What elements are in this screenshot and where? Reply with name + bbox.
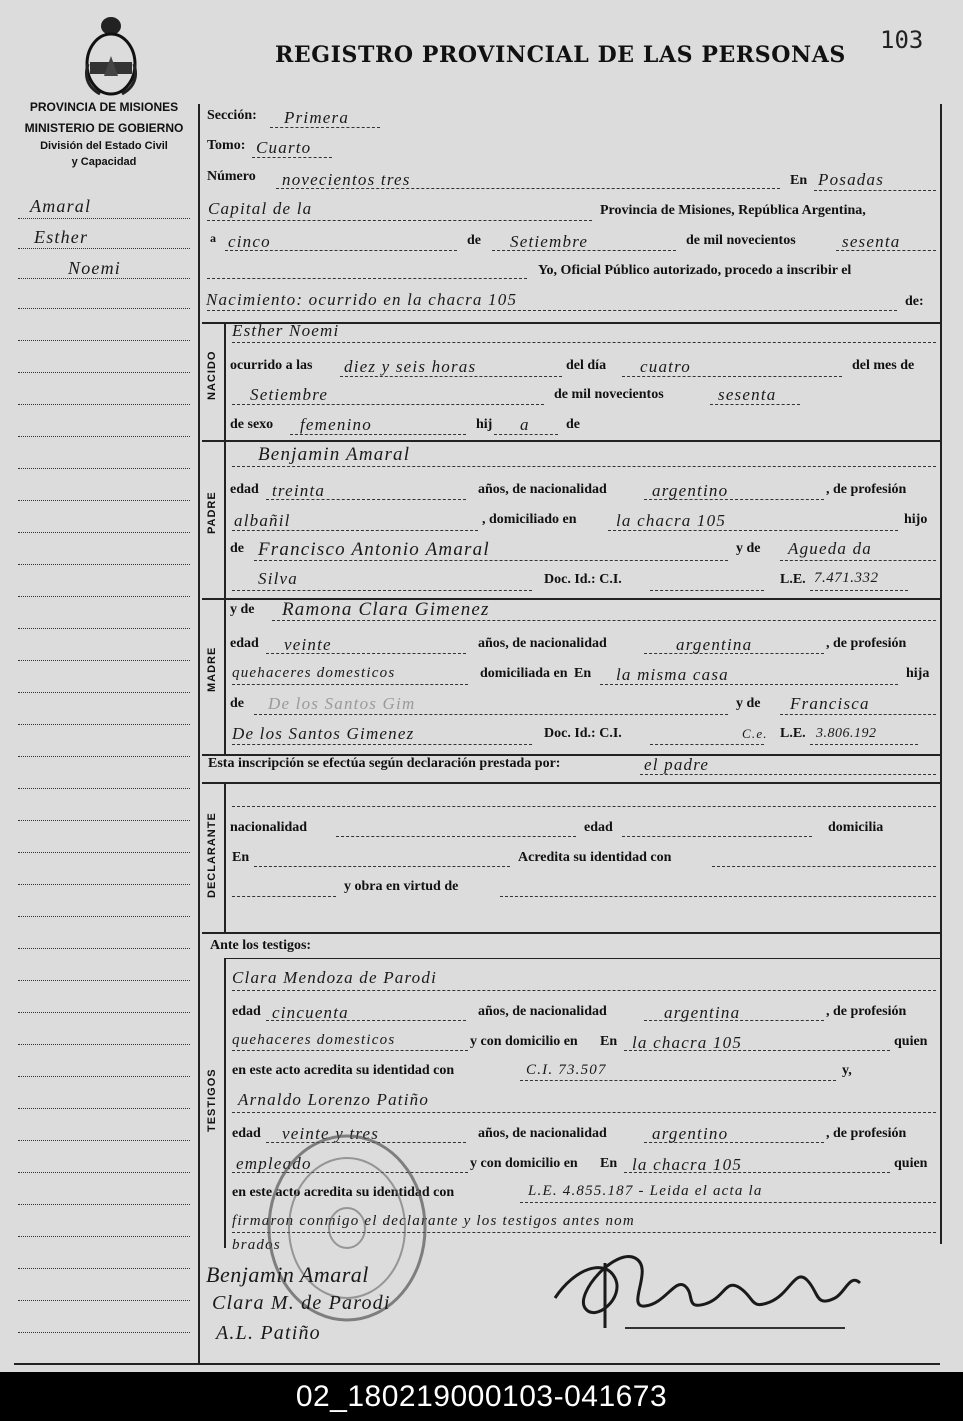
seccion-value: Primera (284, 108, 350, 127)
de-mil-label: de mil novecientos (686, 233, 796, 248)
madre-doc-label: Doc. Id.: C.I. (544, 726, 622, 741)
w1-profesion-label: , de profesión (826, 1004, 907, 1019)
acto-value: Nacimiento: ocurrido en la chacra 105 (206, 290, 518, 309)
hij-label: hij (476, 417, 493, 432)
frame-bottom (14, 1363, 940, 1365)
witness1-age: cincuenta (272, 1003, 349, 1022)
mother-profession: quehaceres domesticos (232, 665, 396, 681)
tomo-value: Cuarto (256, 138, 312, 157)
w1-domicilio-label: y con domicilio en (470, 1034, 578, 1049)
birth-hour: diez y seis horas (344, 357, 477, 376)
witness2-age: veinte y tres (282, 1124, 380, 1143)
declarante-edad-label: edad (584, 820, 613, 835)
year-value: sesenta (842, 232, 901, 251)
witness2-name: Arnaldo Lorenzo Patiño (238, 1090, 430, 1109)
declarante-nacionalidad-label: nacionalidad (230, 820, 308, 835)
testigos-side-rule (224, 958, 226, 1248)
padre-y-de-label: y de (736, 541, 761, 556)
margin-surname: Amaral (30, 196, 92, 216)
madre-en-label: En (574, 666, 592, 681)
padre-doc-label: Doc. Id.: C.I. (544, 572, 622, 587)
witness2-address: la chacra 105 (632, 1155, 743, 1174)
father-profession: albañil (234, 511, 291, 530)
org-division: División del Estado Civil (40, 140, 168, 152)
signature-witness1: Clara M. de Parodi (212, 1292, 391, 1314)
de-label: de (467, 233, 481, 248)
a-label: a (210, 231, 216, 245)
w1-acredita-label: en este acto acredita su identidad con (232, 1063, 455, 1078)
father-address: la chacra 105 (616, 511, 727, 530)
signature-witness2: A.L. Patiño (216, 1322, 321, 1344)
city-value: Posadas (818, 170, 885, 189)
madre-profesion-label: , de profesión (826, 636, 907, 651)
birth-month: Setiembre (250, 385, 329, 404)
witness1-address: la chacra 105 (632, 1033, 743, 1052)
hija-label: hija (906, 666, 930, 681)
maternal-grandmother-1: Francisca (790, 694, 870, 713)
w2-quien-label: quien (894, 1156, 928, 1171)
day-value: cinco (228, 232, 271, 251)
del-dia-label: del día (566, 358, 607, 373)
maternal-grandfather-struck: De los Santos Gim (268, 694, 416, 713)
nacido-side-rule (224, 322, 226, 440)
nacido-name: Esther Noemi (232, 321, 340, 340)
maternal-ce-mark: C.e. (742, 726, 768, 741)
father-age: treinta (272, 481, 326, 500)
paternal-grandfather: Francisco Antonio Amaral (258, 539, 490, 560)
numero-label: Número (207, 169, 256, 184)
madre-section-label: MADRE (206, 646, 218, 692)
padre-section-label: PADRE (206, 491, 218, 535)
numero-value: novecientos tres (282, 170, 411, 189)
declarante-side-rule (224, 782, 226, 932)
sexo-label: de sexo (230, 417, 274, 432)
witness2-le: L.E. 4.855.187 - Leida el acta la (528, 1183, 763, 1199)
testigos-divider (202, 932, 940, 934)
paternal-grandmother-1: Agueda da (788, 539, 872, 558)
madre-de-label: de (230, 696, 244, 711)
closing-line-1: firmaron conmigo el declarante y los testigos antes nom (232, 1213, 635, 1229)
paternal-grandmother-2: Silva (258, 569, 298, 588)
witness1-nationality: argentina (664, 1003, 741, 1022)
coat-of-arms-icon (80, 14, 142, 98)
de-mil-nov-label: de mil novecientos (554, 387, 664, 402)
padre-edad-label: edad (230, 482, 259, 497)
witness1-ci: C.I. 73.507 (526, 1062, 607, 1078)
org-capacity: y Capacidad (71, 156, 137, 168)
capital-value: Capital de la (208, 199, 313, 218)
yo-oficial-text: Yo, Oficial Público autorizado, procedo a inscribir el (538, 263, 852, 278)
padre-side-rule (224, 440, 226, 598)
mother-name: Ramona Clara Gimenez (282, 599, 490, 620)
father-name: Benjamin Amaral (258, 444, 411, 465)
margin-given-name-1: Esther (34, 227, 89, 247)
w1-anios-label: años, de nacionalidad (478, 1004, 607, 1019)
maternal-grandmother-2: De los Santos Gimenez (232, 724, 415, 743)
seccion-label: Sección: (207, 108, 257, 123)
de-colon-label: de: (905, 294, 924, 309)
witness2-profession: empleado (236, 1154, 312, 1173)
mother-address: la misma casa (616, 665, 729, 684)
declarante-acredita-label: Acredita su identidad con (518, 850, 672, 865)
madre-y-de-label: y de (230, 602, 255, 617)
org-ministry: MINISTERIO DE GOBIERNO (24, 121, 184, 135)
declarante-obra-label: y obra en virtud de (344, 879, 459, 894)
month-value: Setiembre (510, 232, 589, 251)
hij-suffix: a (520, 415, 530, 434)
w2-profesion-label: , de profesión (826, 1126, 907, 1141)
main-frame-right (940, 104, 942, 1244)
father-nationality: argentino (652, 481, 729, 500)
mother-age: veinte (284, 635, 332, 654)
w1-y-label: y, (842, 1063, 852, 1078)
witness2-nationality: argentino (652, 1124, 729, 1143)
provincia-label: Provincia de Misiones, República Argentina, (600, 203, 866, 218)
padre-domicilio-label: , domiciliado en (482, 512, 577, 527)
file-id: 02_180219000103-041673 (295, 1379, 668, 1413)
declarant-value: el padre (644, 755, 710, 774)
testigos-section-label: TESTIGOS (206, 1068, 218, 1132)
declarante-divider (202, 782, 940, 784)
madre-y-de-label-2: y de (736, 696, 761, 711)
nacido-section-label: NACIDO (206, 350, 218, 400)
witness1-profession: quehaceres domesticos (232, 1032, 396, 1048)
de-label-2: de (566, 417, 580, 432)
padre-divider (202, 440, 940, 442)
page-title: REGISTRO PROVINCIAL DE LAS PERSONAS (275, 42, 846, 68)
declarante-en-label: En (232, 850, 250, 865)
w2-edad-label: edad (232, 1126, 261, 1141)
w1-quien-label: quien (894, 1034, 928, 1049)
w1-edad-label: edad (232, 1004, 261, 1019)
madre-side-rule (224, 598, 226, 754)
w1-en-label: En (600, 1034, 618, 1049)
padre-le-label: L.E. (780, 572, 806, 587)
closing-line-2: brados (232, 1237, 281, 1253)
birth-year: sesenta (718, 385, 777, 404)
padre-anios-label: años, de nacionalidad (478, 482, 607, 497)
madre-domicilio-label: domiciliada en (480, 666, 568, 681)
madre-le-label: L.E. (780, 726, 806, 741)
page-number: 103 (880, 26, 924, 54)
madre-edad-label: edad (230, 636, 259, 651)
en-label: En (790, 173, 808, 188)
paternal-le-number: 7.471.332 (814, 570, 879, 586)
tomo-label: Tomo: (207, 138, 246, 153)
ante-testigos-label: Ante los testigos: (210, 938, 312, 953)
declarante-domicilia-label: domicilia (828, 820, 884, 835)
w2-anios-label: años, de nacionalidad (478, 1126, 607, 1141)
main-frame-left (198, 104, 200, 1364)
org-province: PROVINCIA DE MISIONES (29, 100, 179, 114)
padre-profesion-label: , de profesión (826, 482, 907, 497)
file-id-bar (0, 1372, 963, 1421)
hijo-label: hijo (904, 512, 928, 527)
padre-de-label: de (230, 541, 244, 556)
maternal-le-number: 3.806.192 (816, 726, 877, 741)
w2-domicilio-label: y con domicilio en (470, 1156, 578, 1171)
mother-nationality: argentina (676, 635, 753, 654)
del-mes-label: del mes de (852, 358, 915, 373)
w2-en-label: En (600, 1156, 618, 1171)
ocurrido-label: ocurrido a las (230, 358, 313, 373)
birth-day: cuatro (640, 357, 691, 376)
sex-value: femenino (300, 415, 372, 434)
madre-anios-label: años, de nacionalidad (478, 636, 607, 651)
declarante-section-label: DECLARANTE (206, 812, 218, 898)
witness1-name: Clara Mendoza de Parodi (232, 968, 437, 987)
margin-given-name-2: Noemi (68, 258, 121, 278)
w2-acredita-label: en este acto acredita su identidad con (232, 1185, 455, 1200)
inscripcion-text: Esta inscripción se efectúa según declaración prestada por: (208, 756, 561, 771)
signature-declarant: Benjamin Amaral (206, 1262, 369, 1287)
official-signature-icon (545, 1228, 885, 1338)
